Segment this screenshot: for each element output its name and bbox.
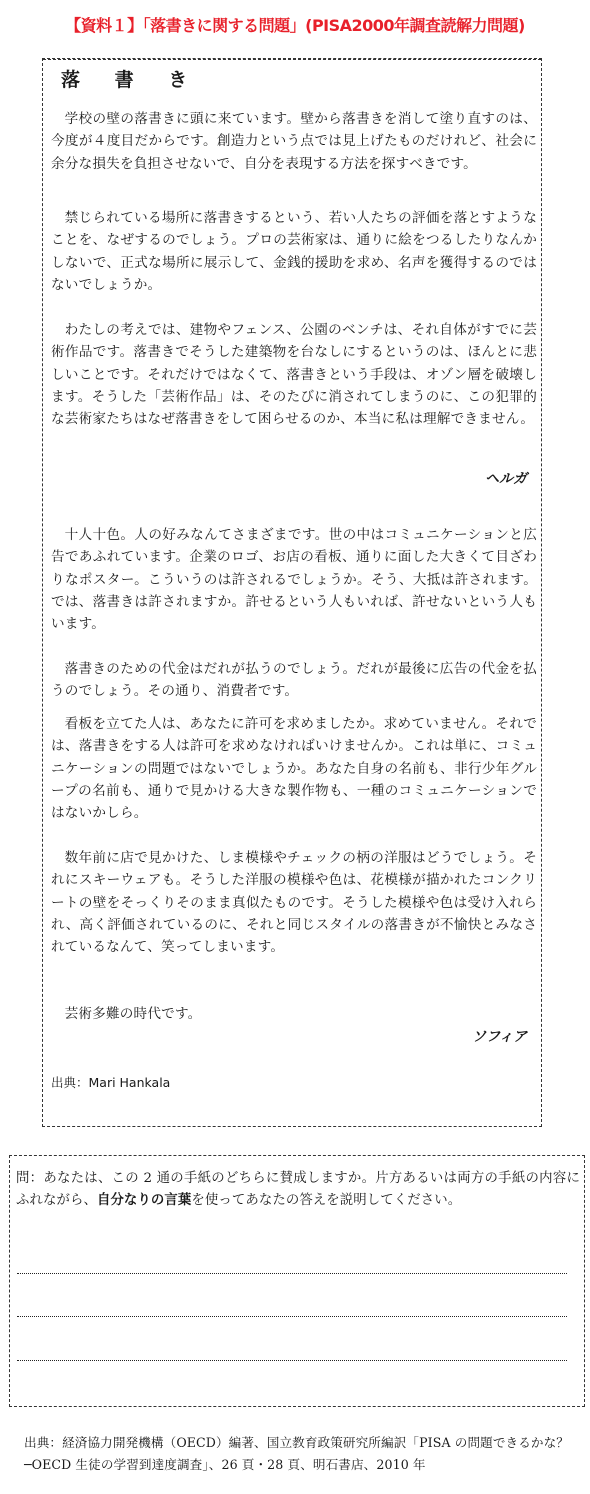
question-text-part: を使ってあなたの答えを説明してください。 <box>191 1193 462 1208</box>
question-text <box>16 1168 580 1212</box>
letter1-signature: ヘルガ <box>485 471 527 487</box>
letter2-paragraph: 十人十色。人の好みなんてさまざまです。世の中はコミュニケーションと広告であふれています。企業のロゴ、お店の看板、通りに面した大きくて目ざわりなポスター。こういうのは許されるでしょうか。そう、大抵は許されます。では、落書きは許されますか。許せるという人もいれば、許せないという人もいます。 <box>51 527 537 633</box>
answer-line[interactable] <box>17 1316 567 1317</box>
question-text-part: 問：あなたは、この 2 通の手紙のどちらに賛成しますか。片方あるいは両方の手紙の内容にふれながら、 <box>16 1171 580 1208</box>
letter2-signature: ソフィア <box>472 1029 527 1045</box>
letter2-paragraph: 看板を立てた人は、あなたに許可を求めましたか。求めていません。それでは、落書きをする人は許可を求めなければいけませんか。これは単に、コミュニケーションの問題ではないでしょうか。あなた自身の名前も、非行少年グループの名前も、通りで見かける大きな製作物も、一種のコミュニケーションではないかしら。 <box>51 716 537 822</box>
question-box <box>9 1155 585 1407</box>
letter2-paragraph: 芸術多難の時代です。 <box>64 1006 202 1022</box>
letter1-paragraph: 禁じられている場所に落書きするという、若い人たちの評価を落とすようなことを、なぜするのでしょう。プロの芸術家は、通りに絵をつるしたりなんかしないで、正式な場所に展示して、金銭的援助を求め、名声を獲得するのではないでしょうか。 <box>51 210 537 293</box>
letter2-paragraph: 落書きのための代金はだれが払うのでしょう。だれが最後に広告の代金を払うのでしょう。その通り、消費者です。 <box>51 661 537 700</box>
letters-box <box>42 58 542 1127</box>
footer-source: 出典：経済協力開発機構（OECD）編著、国立教育政策研究所編訳「PISA の問題できるかな？─OECD 生徒の学習到達度調査」、26 頁・28 頁、明石書店、2010 年 <box>24 1435 569 1472</box>
answer-line[interactable] <box>17 1273 567 1274</box>
article-title: 落 書 き <box>61 69 202 91</box>
letter2-paragraph: 数年前に店で見かけた、しま模様やチェックの柄の洋服はどうでしょう。それにスキーウェアも。そうした洋服の模様や色は、花模様が描かれたコンクリートの壁をそっくりそのまま真似たものです。そうした模様や色は受け入れられ、高く評価されているのに、それと同じスタイルの落書きが不愉快とみなされているなんて、笑ってしまいます。 <box>51 850 537 956</box>
letter1-paragraph: 学校の壁の落書きに頭に来ています。壁から落書きを消して塗り直すのは、今度が４度目だからです。創造力という点では見上げたものだけれど、社会に余分な損失を負担させないで、自分を表現する方法を探すべきです。 <box>51 111 537 172</box>
article-source: 出典：Mari Hankala <box>51 1075 171 1090</box>
answer-line[interactable] <box>17 1360 567 1361</box>
page-title: 【資料１】「落書きに関する問題」(PISA2000年調査読解力問題) <box>65 16 525 35</box>
question-emphasis: 自分なりの言葉 <box>96 1193 192 1208</box>
divider <box>43 59 541 60</box>
letter1-paragraph: わたしの考えでは、建物やフェンス、公園のベンチは、それ自体がすでに芸術作品です。落書きでそうした建築物を台なしにするというのは、ほんとに悲しいことです。それだけではなくて、落書きという手段は、オゾン層を破壊します。そうした「芸術作品」は、そのたびに消されてしまうのに、この犯罪的な芸術家たちはなぜ落書きをして困らせるのか、本当に私は理解できません。 <box>51 322 537 428</box>
